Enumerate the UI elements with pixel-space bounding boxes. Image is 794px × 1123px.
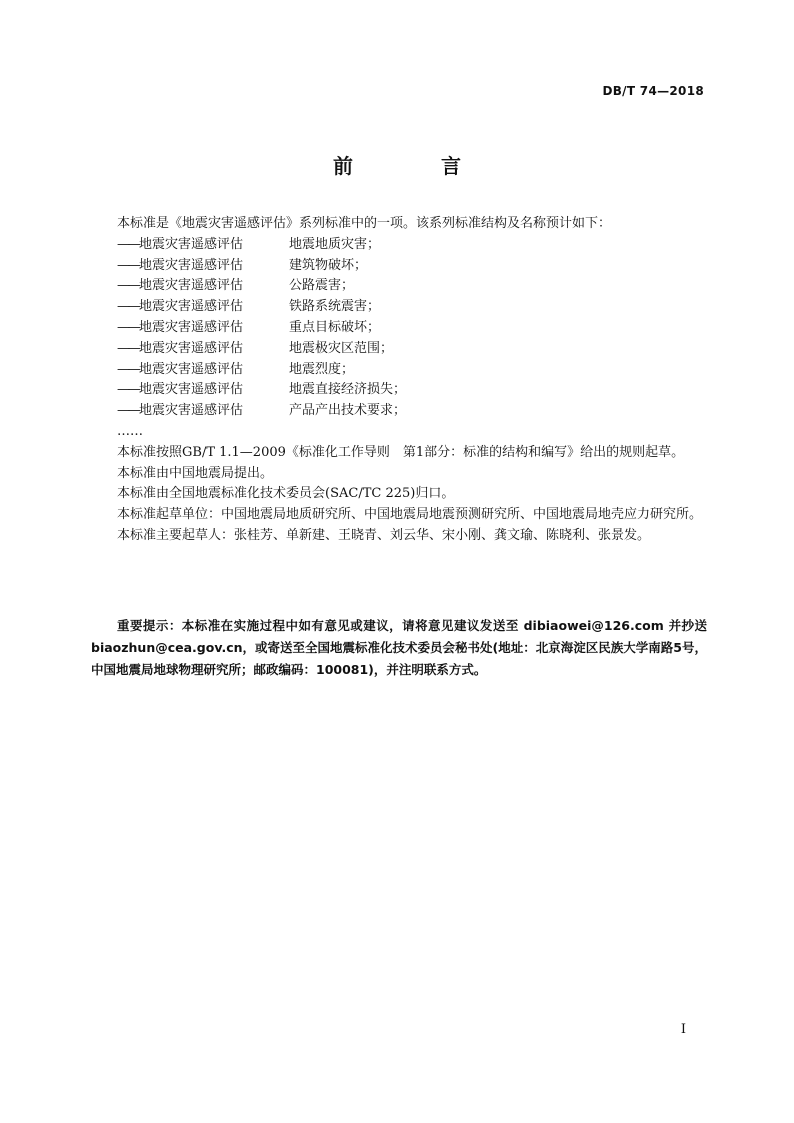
series-main-title: 地震灾害遥感评估 <box>139 278 244 294</box>
dash: —— <box>117 319 139 335</box>
series-main-title: 地震灾害遥感评估 <box>139 299 244 315</box>
dash: —— <box>117 340 139 356</box>
series-main-title: 地震灾害遥感评估 <box>139 361 244 377</box>
proposer-paragraph: 本标准由中国地震局提出。 <box>117 465 274 481</box>
standard-number: DB/T 74—2018 <box>602 84 704 98</box>
dash: —— <box>117 382 139 398</box>
dash: —— <box>117 299 139 315</box>
series-main-title: 地震灾害遥感评估 <box>139 236 244 252</box>
dash: —— <box>117 278 139 294</box>
page-title: 前 言 <box>333 154 495 178</box>
series-main-title: 地震灾害遥感评估 <box>139 340 244 356</box>
series-item <box>91 256 707 277</box>
administration-paragraph: 本标准由全国地震标准化技术委员会(SAC/TC 225)归口。 <box>117 486 455 502</box>
dash: —— <box>117 403 139 419</box>
series-part-title: 重点目标破坏； <box>289 319 381 335</box>
series-ellipsis: …… <box>117 423 143 439</box>
intro-paragraph: 本标准是《地震灾害遥感评估》系列标准中的一项。该系列标准结构及名称预计如下： <box>117 216 612 231</box>
series-item <box>91 318 707 339</box>
dash: —— <box>117 361 139 377</box>
series-part-title: 地震烈度； <box>289 361 355 377</box>
dash: —— <box>117 236 139 252</box>
drafting-rules-paragraph: 本标准按照GB/T 1.1—2009《标准化工作导则 第1部分：标准的结构和编写》给出的规则起草。 <box>117 444 685 460</box>
drafting-units-paragraph: 本标准起草单位：中国地震局地质研究所、中国地震局地震预测研究所、中国地震局地壳应力研究所。 <box>117 507 703 523</box>
series-main-title: 地震灾害遥感评估 <box>139 382 244 398</box>
foreword-body <box>91 214 707 547</box>
series-part-title: 地震直接经济损失； <box>289 382 407 398</box>
series-item <box>91 235 707 256</box>
page-number: I <box>680 1022 686 1037</box>
series-part-title: 产品产出技术要求； <box>289 403 407 419</box>
series-part-title: 公路震害； <box>289 278 355 294</box>
series-item <box>91 380 707 401</box>
series-part-title: 地震极灾区范围； <box>289 340 394 356</box>
series-item <box>91 360 707 381</box>
important-notice: 重要提示：本标准在实施过程中如有意见或建议，请将意见建议发送至 dibiaowei@126.com 并抄送 biaozhun@cea.gov.cn，或寄送至全国地震标准化技术委员会秘书处(地址：北京海淀区民族大学南路5号，中国地震局地球物理研究所；邮政编码：100081)，并注明联系方式。 <box>91 618 707 677</box>
series-part-title: 地震地质灾害； <box>289 236 381 252</box>
series-part-title: 铁路系统震害； <box>289 299 381 315</box>
drafters-paragraph: 本标准主要起草人：张桂芳、单新建、王晓青、刘云华、宋小刚、龚文瑜、陈晓利、张景发。 <box>117 527 651 543</box>
series-main-title: 地震灾害遥感评估 <box>139 319 244 335</box>
series-main-title: 地震灾害遥感评估 <box>139 403 244 419</box>
series-item <box>91 297 707 318</box>
series-item <box>91 276 707 297</box>
series-item <box>91 339 707 360</box>
dash: —— <box>117 257 139 273</box>
series-part-title: 建筑物破坏； <box>289 257 368 273</box>
series-item <box>91 401 707 422</box>
series-main-title: 地震灾害遥感评估 <box>139 257 244 273</box>
